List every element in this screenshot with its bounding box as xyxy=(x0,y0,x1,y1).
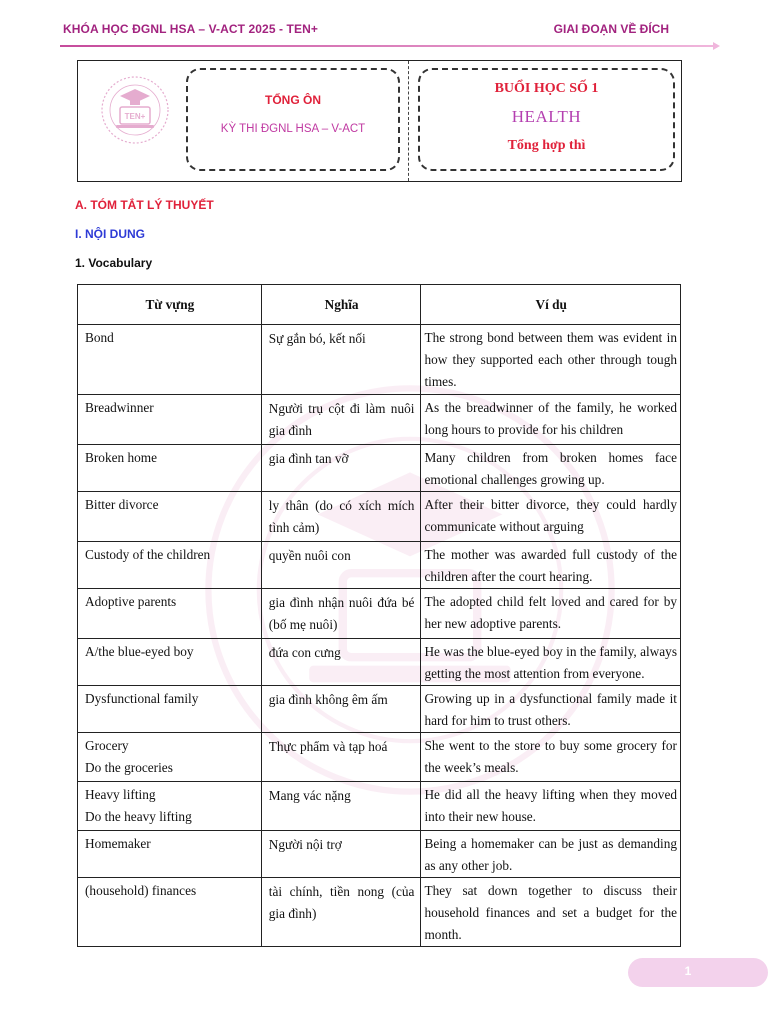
table-row xyxy=(78,831,681,878)
column-header-example: Ví dụ xyxy=(421,285,681,325)
section-i-heading: I. NỘI DUNG xyxy=(75,227,146,241)
vocab-word-pair xyxy=(78,733,262,782)
vocabulary-heading: 1. Vocabulary xyxy=(75,256,153,270)
vocab-word: Breadwinner xyxy=(78,395,262,445)
vocab-meaning: Người trụ cột đi làm nuôi gia đình xyxy=(261,395,421,445)
table-row xyxy=(78,395,681,445)
lesson-number: BUỔI HỌC SỐ 1 xyxy=(494,81,599,96)
vocab-word: Heavy lifting xyxy=(85,787,156,802)
logo-text: TEN+ xyxy=(124,112,146,121)
vocab-word-pair xyxy=(78,782,262,831)
table-row xyxy=(78,445,681,492)
vocab-word: Adoptive parents xyxy=(78,589,262,639)
vocab-example: The strong bond between them was evident in how they supported each other through tough times. xyxy=(421,325,681,395)
vocab-word: Custody of the children xyxy=(78,542,262,589)
table-row xyxy=(78,325,681,395)
page-number: 1 xyxy=(684,964,692,978)
vocab-phrase: Do the groceries xyxy=(85,760,173,775)
page-number-badge xyxy=(628,958,768,987)
vocab-example: The mother was awarded full custody of the children after the court hearing. xyxy=(421,542,681,589)
vocab-word: Bitter divorce xyxy=(78,492,262,542)
table-row xyxy=(78,639,681,686)
table-row xyxy=(78,733,681,782)
vocab-word: Grocery xyxy=(85,738,129,753)
vocab-word: (household) finances xyxy=(78,878,262,947)
table-row xyxy=(78,878,681,947)
vocab-meaning: quyền nuôi con xyxy=(261,542,421,589)
page-header xyxy=(0,0,768,60)
vocabulary-table xyxy=(77,284,681,947)
vocab-meaning: tài chính, tiền nong (của gia đình) xyxy=(261,878,421,947)
section-a-heading: A. TÓM TẮT LÝ THUYẾT xyxy=(75,198,214,212)
lesson-subtitle: Tổng hợp thì xyxy=(507,138,586,153)
header-divider xyxy=(60,45,715,47)
lesson-topic: HEALTH xyxy=(511,107,582,126)
column-header-meaning: Nghĩa xyxy=(261,285,421,325)
vocab-word: Homemaker xyxy=(78,831,262,878)
vocab-word: Bond xyxy=(78,325,262,395)
lesson-banner xyxy=(77,60,682,182)
vocab-example: Growing up in a dysfunctional family made it hard for him to trust others. xyxy=(421,686,681,733)
banner-divider xyxy=(408,61,409,181)
vocab-meaning: gia đình tan vỡ xyxy=(261,445,421,492)
course-title: KHÓA HỌC ĐGNL HSA – V-ACT 2025 - TEN+ xyxy=(63,22,318,36)
vocab-meaning: ly thân (do có xích mích tình cảm) xyxy=(261,492,421,542)
review-box xyxy=(186,68,400,171)
vocab-example: The adopted child felt loved and cared for by her new adoptive parents. xyxy=(421,589,681,639)
table-row xyxy=(78,492,681,542)
exam-label: KỲ THI ĐGNL HSA – V-ACT xyxy=(220,123,366,135)
review-label: TỔNG ÔN xyxy=(265,93,321,107)
vocab-word: Broken home xyxy=(78,445,262,492)
vocab-meaning: gia đình nhận nuôi đứa bé (bố mẹ nuôi) xyxy=(261,589,421,639)
vocab-example: As the breadwinner of the family, he worked long hours to provide for his children xyxy=(421,395,681,445)
vocab-meaning: Thực phẩm và tạp hoá xyxy=(261,733,421,782)
vocab-example: Being a homemaker can be just as demanding as any other job. xyxy=(421,831,681,878)
column-header-word: Từ vựng xyxy=(78,285,262,325)
vocab-example: He was the blue-eyed boy in the family, always getting the most attention from everyone. xyxy=(421,639,681,686)
vocab-example: She went to the store to buy some grocery for the week’s meals. xyxy=(421,733,681,782)
vocab-meaning: Sự gắn bó, kết nối xyxy=(261,325,421,395)
ten-plus-logo-icon xyxy=(100,75,170,145)
table-row xyxy=(78,542,681,589)
table-row xyxy=(78,782,681,831)
vocab-example: They sat down together to discuss their household finances and set a budget for the month. xyxy=(421,878,681,947)
vocab-meaning: Mang vác nặng xyxy=(261,782,421,831)
vocab-word: Dysfunctional family xyxy=(78,686,262,733)
vocab-phrase: Do the heavy lifting xyxy=(85,809,192,824)
table-header-row xyxy=(78,285,681,325)
stage-title: GIAI ĐOẠN VỀ ĐÍCH xyxy=(553,22,669,36)
header-arrow-icon xyxy=(713,42,720,50)
table-row xyxy=(78,686,681,733)
vocab-meaning: gia đình không êm ấm xyxy=(261,686,421,733)
table-row xyxy=(78,589,681,639)
vocab-example: After their bitter divorce, they could hardly communicate without arguing xyxy=(421,492,681,542)
vocab-word: A/the blue-eyed boy xyxy=(78,639,262,686)
vocab-example: Many children from broken homes face emotional challenges growing up. xyxy=(421,445,681,492)
vocab-example: He did all the heavy lifting when they moved into their new house. xyxy=(421,782,681,831)
vocab-meaning: đứa con cưng xyxy=(261,639,421,686)
vocab-meaning: Người nội trợ xyxy=(261,831,421,878)
